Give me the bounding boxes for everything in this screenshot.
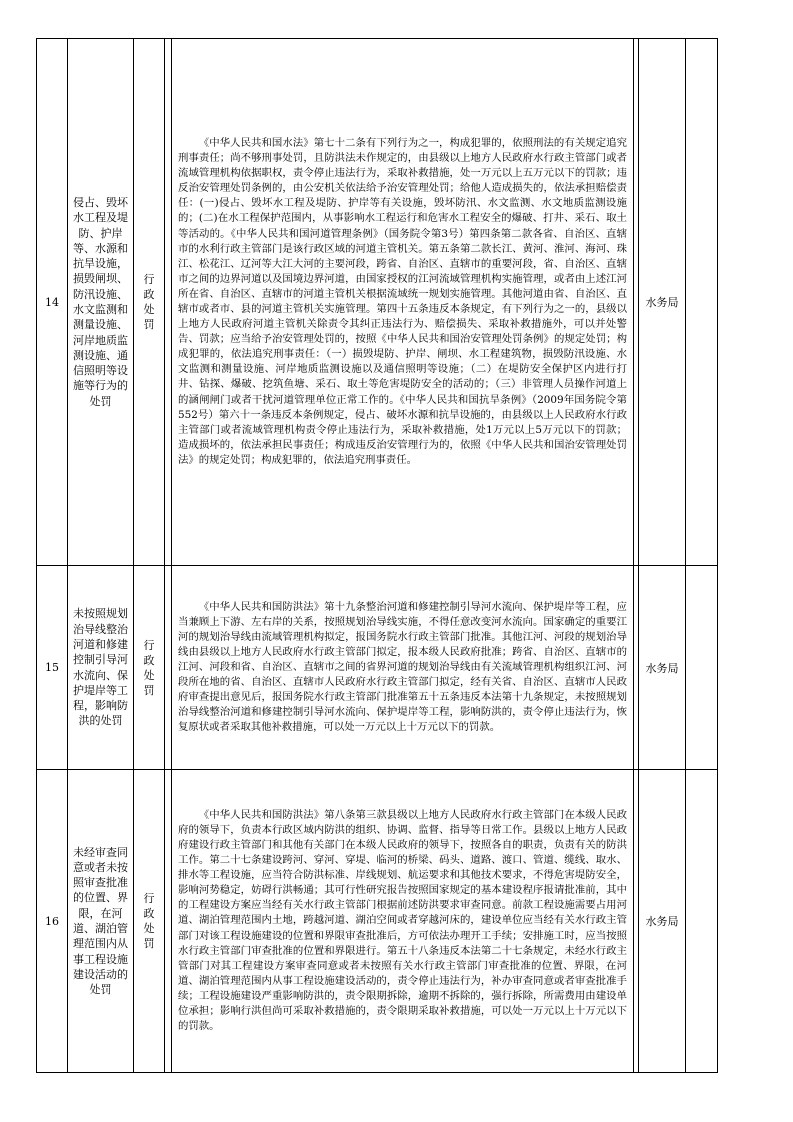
legal-basis: 《中华人民共和国防洪法》第八条第三款县级以上地方人民政府水行政主管部门在本级人民政府的领导下，负责本行政区域内防洪的组织、协调、监督、指导等日常工作。县级以上地方人民政府建设行政主管部门和其他有关部门在本级人民政府的领导下，按照各自的职责，负责有关的防洪工作。第二十七条建设跨河、穿河、穿堤、临河的桥梁、码头、道路、渡口、管道、缆线、取水、排水等工程设施，应当符合防洪标准、岸线规划、航运要求和其他技术要求，不得危害堤防安全，影响河势稳定，妨碍行洪畅通；其可行性研究报告按照国家规定的基本建设程序报请批准前，其中的工程建设方案应当经有关水行政主管部门根据前述防洪要求审查同意。前款工程设施需要占用河道、湖泊管理范围内土地，跨越河道、湖泊空间或者穿越河床的，建设单位应当经有关水行政主管部门对该工程设施建设的位置和界限审查批准后，方可依法办理开工手续；安排施工时，应当按照水行政主管部门审查批准的位置和界限进行。第五十八条违反本法第二十七条规定，未经水行政主管部门对其工程建设方案审查同意或者未按照有关水行政主管部门审查批准的位置、界限，在河道、湖泊管理范围内从事工程设施建设活动的，责令停止违法行为，补办审查同意或者审查批准手续；工程设施建设严重影响防洪的，责令限期拆除，逾期不拆除的，强行拆除，所需费用由建设单位承担；影响行洪但尚可采取补救措施的，责令限期采取补救措施，可以处一万元以上十万元以下的罚款。	[178, 808, 627, 1033]
table-row	[37, 39, 718, 566]
item-name: 未按照规划治导线整治河道和修建控制引导河水流向、保护堤岸等工程，影响防洪的处罚	[73, 607, 128, 728]
blank-cell	[686, 39, 718, 566]
department: 水务局	[639, 770, 686, 1073]
row-number: 15	[37, 566, 68, 770]
table-row	[37, 770, 718, 1073]
blank-cell	[686, 566, 718, 770]
item-type: 行政处罚	[143, 638, 155, 697]
department: 水务局	[639, 566, 686, 770]
legal-basis: 《中华人民共和国防洪法》第十九条整治河道和修建控制引导河水流向、保护堤岸等工程，应当兼顾上下游、左右岸的关系，按照规划治导线实施，不得任意改变河水流向。国家确定的重要江河的规划治导线由流域管理机构拟定，报国务院水行政主管部门批准。其他江河、河段的规划治导线由县级以上地方人民政府水行政主管部门拟定，报本级人民政府批准；跨省、自治区、直辖市的江河、河段和省、自治区、直辖市之间的省界河道的规划治导线由有关流域管理机构组织江河、河段所在地的省、自治区、直辖市人民政府水行政主管部门拟定，经有关省、自治区、直辖市人民政府审查提出意见后，报国务院水行政主管部门批准第五十五条违反本法第十九条规定，未按照规划治导线整治河道和修建控制引导河水流向、保护堤岸等工程，影响防洪的，责令停止违法行为，恢复原状或者采取其他补救措施，可以处一万元以上十万元以下的罚款。	[178, 600, 627, 734]
department: 水务局	[639, 39, 686, 566]
row-number: 14	[37, 39, 68, 566]
item-type: 行政处罚	[143, 892, 155, 950]
table-row	[37, 566, 718, 770]
item-name: 侵占、毁坏水工程及堤防、护岸等、水源和抗旱设施，损毁闸坝、防汛设施、水文监测和测量设施、河岸地质监测设施、通信照明等设施等行为的处罚	[73, 195, 128, 408]
blank-cell	[686, 770, 718, 1073]
enforcement-table	[36, 38, 718, 1073]
item-name: 未经审查同意或者未按照审查批准的位置、界限，在河道、湖泊管理范围内从事工程设施建设活动的处罚	[73, 845, 128, 997]
legal-basis: 《中华人民共和国水法》第七十二条有下列行为之一，构成犯罪的，依照刑法的有关规定追究刑事责任；尚不够刑事处罚，且防洪法未作规定的，由县级以上地方人民政府水行政主管部门或者流域管理机构依据职权，责令停止违法行为，采取补救措施，处一万元以上五万元以下的罚款；违反治安管理处罚条例的，由公安机关依法给予治安管理处罚；给他人造成损失的，依法承担赔偿责任：(一)侵占、毁坏水工程及堤防、护岸等有关设施，毁坏防汛、水文监测、水文地质监测设施的；(二)在水工程保护范围内，从事影响水工程运行和危害水工程安全的爆破、打井、采石、取土等活动的。《中华人民共和国河道管理条例》（国务院令第3号）第四条第二款各省、自治区、直辖市的水利行政主管部门是该行政区域的河道主管机关。第五条第二款长江、黄河、淮河、海河、珠江、松花江、辽河等大江大河的主要河段，跨省、自治区、直辖市的重要河段，省、自治区、直辖市之间的边界河道以及国境边界河道，由国家授权的江河流域管理机构实施管理，或者由上述江河所在省、自治区、直辖市的河道主管机关根据流域统一规划实施管理。其他河道由省、自治区、直辖市或者市、县的河道主管机关实施管理。第四十五条违反本条规定，有下列行为之一的，县级以上地方人民政府河道主管机关除责令其纠正违法行为、赔偿损失、采取补救措施外，可以并处警告、罚款；应当给予治安管理处罚的，按照《中华人民共和国治安管理处罚条例》的规定处罚；构成犯罪的，依法追究刑事责任：（一）损毁堤防、护岸、闸坝、水工程建筑物，损毁防汛设施、水文监测和测量设施、河岸地质监测设施以及通信照明等设施；（二）在堤防安全保护区内进行打井、钻探、爆破、挖筑鱼塘、采石、取土等危害堤防安全的活动的；（三）非管理人员操作河道上的涵闸闸门或者干扰河道管理单位正常工作的。《中华人民共和国抗旱条例》（2009年国务院令第552号）第六十一条违反本条例规定，侵占、破坏水源和抗旱设施的，由县级以上人民政府水行政主管部门或者流域管理机构责令停止违法行为，采取补救措施，处1万元以上5万元以下的罚款；造成损坏的，依法承担民事责任；构成违反治安管理行为的，依照《中华人民共和国治安管理处罚法》的规定处罚；构成犯罪的，依法追究刑事责任。	[178, 136, 627, 466]
item-type: 行政处罚	[143, 273, 155, 331]
row-number: 16	[37, 770, 68, 1073]
